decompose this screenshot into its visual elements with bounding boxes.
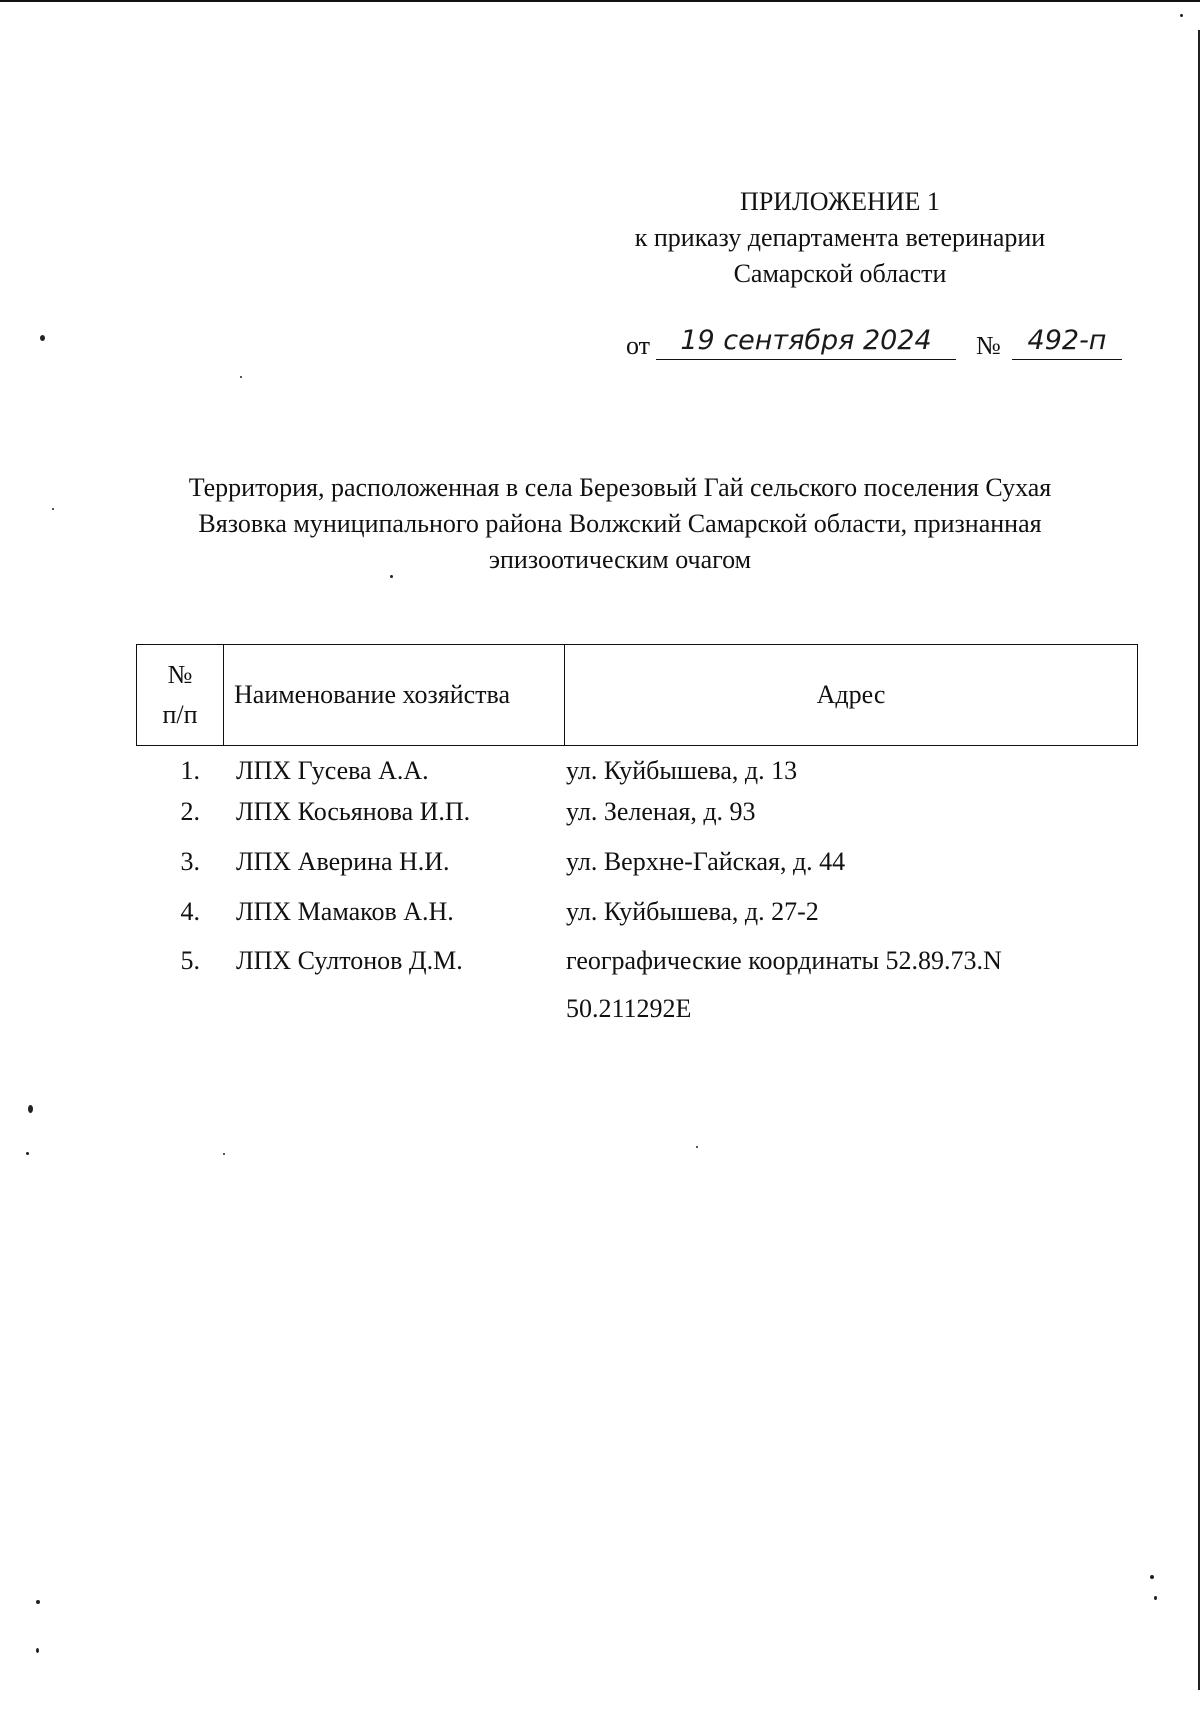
scan-speck [1180, 14, 1183, 17]
row-farm-name: ЛПХ Аверина Н.И. [236, 847, 450, 876]
order-from-label: от [626, 331, 651, 360]
document-title [120, 470, 1120, 578]
scan-speck [52, 508, 54, 510]
order-number-label: № [976, 331, 1001, 360]
table-row [0, 946, 1200, 982]
document-title-line-1: Территория, расположенная в села Березовый Гай сельского поселения Сухая [188, 473, 1052, 502]
header-number-cell [137, 645, 224, 746]
row-farm-name: ЛПХ Султонов Д.М. [236, 946, 463, 975]
row-address: географические координаты 52.89.73.N [566, 946, 1002, 975]
row-number: 1. [180, 756, 200, 785]
row-farm-name: ЛПХ Косьянова И.П. [236, 797, 471, 826]
order-number-handwritten: 492-п [1012, 325, 1122, 360]
table-row [0, 797, 1200, 833]
table-row [0, 897, 1200, 933]
scan-top-edge [0, 0, 1200, 2]
row-number: 5. [180, 946, 200, 975]
scan-speck [1154, 1596, 1157, 1600]
row-number: 4. [180, 897, 200, 926]
row-farm-name: ЛПХ Мамаков А.Н. [236, 897, 454, 926]
row-address: ул. Куйбышева, д. 13 [566, 756, 798, 785]
scan-speck [1150, 1575, 1154, 1579]
header-number-top: № [167, 660, 193, 689]
row-address: ул. Зеленая, д. 93 [566, 797, 756, 826]
scan-speck [26, 1152, 29, 1155]
appendix-block [560, 184, 1120, 292]
document-title-line-2: Вязовка муниципального района Волжский Самарской области, признанная [198, 509, 1042, 538]
order-date-handwritten: 19 сентября 2024 [656, 325, 956, 360]
header-name-cell: Наименование хозяйства [224, 645, 565, 746]
table-header [136, 644, 1138, 746]
scan-speck [36, 1648, 39, 1653]
document-title-line-3: эпизоотическим очагом [488, 545, 752, 574]
table-row [0, 756, 1200, 792]
scan-speck [40, 335, 45, 341]
row-number: 3. [180, 847, 200, 876]
appendix-title: ПРИЛОЖЕНИЕ 1 [740, 187, 940, 216]
scan-speck [240, 376, 242, 378]
scan-speck [223, 1153, 225, 1155]
row-farm-name: ЛПХ Гусева А.А. [236, 756, 429, 785]
header-number-bottom: п/п [162, 700, 198, 729]
table-row [0, 847, 1200, 883]
row-address: ул. Верхне-Гайская, д. 44 [566, 847, 846, 876]
appendix-line-3: Самарской области [733, 259, 947, 288]
appendix-line-2: к приказу департамента ветеринарии [634, 223, 1046, 252]
row-address-continued: 50.211292E [566, 994, 692, 1023]
row-address: ул. Куйбышева, д. 27-2 [566, 897, 819, 926]
scan-speck [36, 1600, 40, 1604]
row-number: 2. [180, 797, 200, 826]
header-address-cell: Адрес [565, 645, 1138, 746]
scan-speck [28, 1105, 33, 1113]
order-date-number [626, 325, 1126, 365]
scan-speck [696, 1146, 698, 1148]
